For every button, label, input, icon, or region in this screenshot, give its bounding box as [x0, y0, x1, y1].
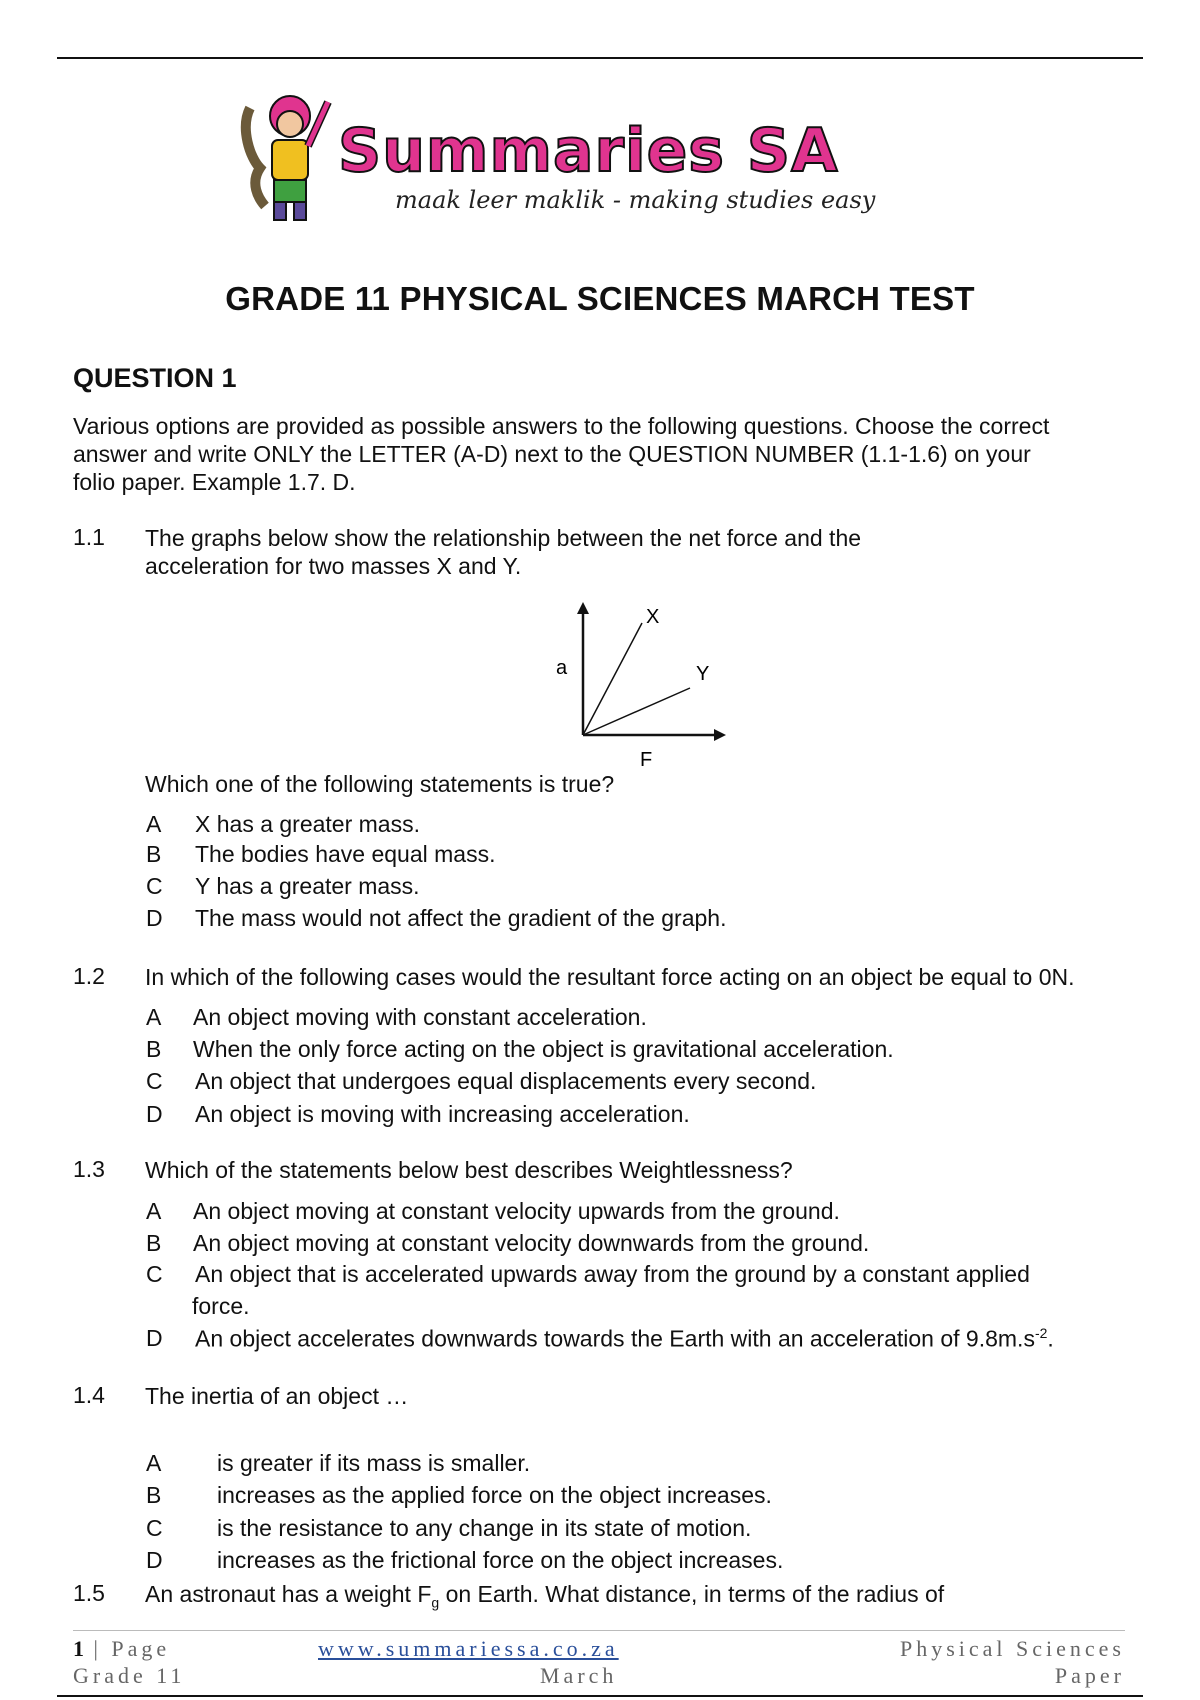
x-axis-label: F: [640, 749, 653, 771]
option-letter: A: [146, 1450, 162, 1476]
option-text: is the resistance to any change in its state of motion.: [217, 1515, 752, 1541]
logo-brand: Summaries SA: [338, 116, 839, 186]
option-text: The mass would not affect the gradient of the graph.: [195, 905, 727, 931]
option-text: An object that undergoes equal displacements every second.: [195, 1068, 817, 1094]
question-number: 1.4: [73, 1382, 105, 1408]
option-text: Y has a greater mass.: [195, 873, 420, 899]
option-text-continuation: force.: [192, 1293, 250, 1319]
option-text: The bodies have equal mass.: [195, 841, 496, 867]
option-text: An object that is accelerated upwards away from the ground by a constant applied: [195, 1261, 1030, 1287]
footer-website-link[interactable]: www.summariessa.co.za: [318, 1636, 619, 1661]
force-acceleration-graph: [550, 598, 750, 778]
option-text: An object moving with constant acceleration.: [193, 1004, 647, 1030]
option-text: increases as the frictional force on the object increases.: [217, 1547, 784, 1573]
option-text: X has a greater mass.: [195, 811, 420, 837]
footer-page-label: | Page: [93, 1636, 171, 1661]
bottom-rule: [57, 1695, 1143, 1697]
question-text: The inertia of an object …: [145, 1383, 409, 1409]
option-text: An object is moving with increasing acceleration.: [195, 1101, 690, 1127]
option-letter: B: [146, 841, 162, 867]
instructions-line-3: folio paper. Example 1.7. D.: [73, 469, 356, 495]
question-number: 1.2: [73, 963, 105, 989]
footer-page: [73, 1636, 170, 1662]
footer-page-number: 1: [73, 1636, 84, 1661]
y-axis-arrow: [577, 602, 589, 614]
mascot-icon: [240, 88, 340, 224]
question-text-start: An astronaut has a weight F: [145, 1581, 432, 1607]
option-letter: C: [146, 1261, 163, 1287]
x-axis-arrow: [714, 729, 726, 741]
option-letter: C: [146, 1068, 163, 1094]
option-text: is greater if its mass is smaller.: [217, 1450, 531, 1476]
option-letter: C: [146, 873, 163, 899]
logo: [240, 88, 960, 228]
option-text-exponent: -2: [1034, 1325, 1048, 1341]
option-text: When the only force acting on the object is gravitational acceleration.: [193, 1036, 894, 1062]
option-text: An object moving at constant velocity upwards from the ground.: [193, 1198, 840, 1224]
instructions-line-1: Various options are provided as possible answers to the following questions. Choose the correct: [73, 413, 1050, 439]
option-letter: C: [146, 1515, 163, 1541]
top-rule: [57, 57, 1143, 59]
question-text: Which of the statements below best describes Weightlessness?: [145, 1157, 793, 1183]
page-title: GRADE 11 PHYSICAL SCIENCES MARCH TEST: [225, 280, 975, 317]
question-text-line-1: The graphs below show the relationship between the net force and the: [145, 525, 862, 551]
question-text-line-2: acceleration for two masses X and Y.: [145, 553, 522, 579]
option-text-tail: .: [1047, 1325, 1054, 1352]
question-number: 1.5: [73, 1580, 105, 1606]
instructions-line-2: answer and write ONLY the LETTER (A-D) next to the QUESTION NUMBER (1.1-1.6) on your: [73, 441, 1031, 467]
footer-month: March: [540, 1663, 618, 1688]
question-heading: QUESTION 1: [73, 363, 237, 393]
option-letter: D: [146, 905, 163, 931]
option-text: An object moving at constant velocity downwards from the ground.: [193, 1230, 870, 1256]
question-prompt: Which one of the following statements is true?: [145, 771, 615, 797]
option-letter: B: [146, 1036, 162, 1062]
question-text-subscript: g: [431, 1594, 440, 1611]
footer-subject: Physical Sciences: [899, 1636, 1125, 1661]
option-letter: D: [146, 1101, 163, 1127]
question-text: [145, 1580, 944, 1617]
question-text: In which of the following cases would the resultant force acting on an object be equal to 0N.: [145, 964, 1075, 990]
option-text: increases as the applied force on the object increases.: [217, 1482, 772, 1508]
question-number: 1.1: [73, 524, 105, 550]
footer-paper: Paper: [1054, 1663, 1125, 1688]
line-x: [583, 623, 642, 735]
question-text-end: on Earth. What distance, in terms of the radius of: [439, 1581, 945, 1607]
option-text-main: An object accelerates downwards towards the Earth with an acceleration of 9.8m.s: [195, 1325, 1035, 1352]
option-letter: D: [146, 1325, 163, 1351]
footer-grade: Grade 11: [73, 1663, 186, 1688]
logo-tagline: maak leer maklik - making studies easy: [395, 186, 876, 214]
line-x-label: X: [646, 606, 660, 628]
footer-rule: [73, 1630, 1125, 1631]
option-letter: A: [146, 1198, 162, 1224]
line-y-label: Y: [696, 663, 710, 685]
option-letter: D: [146, 1547, 163, 1573]
y-axis-label: a: [556, 657, 568, 679]
question-number: 1.3: [73, 1156, 105, 1182]
line-y: [583, 688, 690, 735]
option-letter: A: [146, 1004, 162, 1030]
option-letter: B: [146, 1482, 162, 1508]
option-letter: B: [146, 1230, 162, 1256]
option-text: [195, 1325, 1054, 1353]
option-letter: A: [146, 811, 162, 837]
